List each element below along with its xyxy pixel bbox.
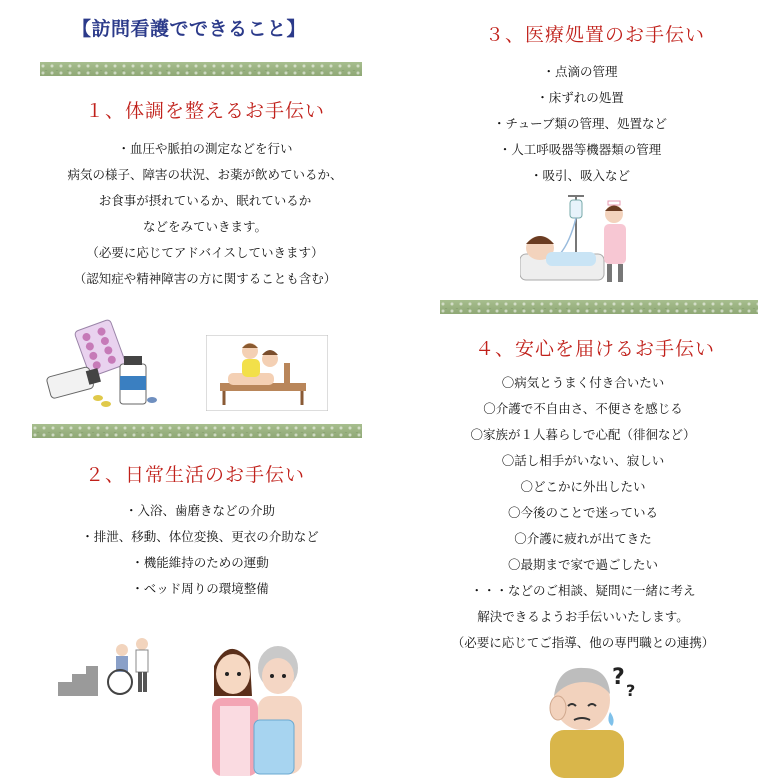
question-mark: ? xyxy=(626,681,636,700)
medicine-icon xyxy=(40,318,160,413)
divider-band-2 xyxy=(32,424,362,438)
section-2-line: ・入浴、歯磨きなどの介助 xyxy=(124,503,275,518)
section-2-line: ・排泄、移動、体位変換、更衣の介助など xyxy=(81,529,319,544)
section-1-title: １、体調を整えるお手伝い xyxy=(84,100,325,122)
question-mark: ? xyxy=(612,665,625,690)
section-2-title: ２、日常生活のお手伝い xyxy=(84,464,305,486)
section-4-line: （必要に応じてご指導、他の専門職との連携） xyxy=(451,635,715,650)
section-3-line: ・チューブ類の管理、処置など xyxy=(492,116,667,131)
section-3-line: ・吸引、吸入など xyxy=(529,168,630,183)
section-3-line: ・床ずれの処置 xyxy=(536,90,624,105)
section-4-line: 〇介護で不自由さ、不便さを感じる xyxy=(483,401,683,416)
wheelchair-icon xyxy=(58,636,158,698)
section-1-line: ・血圧や脈拍の測定などを行い xyxy=(117,141,293,156)
section-3-line: ・点滴の管理 xyxy=(542,64,618,79)
bathing-assist-icon xyxy=(206,636,312,776)
iv-drip-icon xyxy=(520,192,632,284)
section-4-line: ・・・などのご相談、疑問に一緒に考え xyxy=(470,583,696,598)
section-4-line: 〇最期まで家で過ごしたい xyxy=(507,557,658,572)
section-1-line: （必要に応じてアドバイスしていきます） xyxy=(86,245,324,260)
rehab-bed-icon xyxy=(206,335,328,411)
section-1-lines xyxy=(10,136,400,292)
section-4-line: 〇病気とうまく付き合いたい xyxy=(501,375,665,390)
section-4-line: 〇家族が１人暮らしで心配（徘徊など） xyxy=(470,427,696,442)
section-3-line: ・人工呼吸器等機器類の管理 xyxy=(498,142,662,157)
section-4-lines xyxy=(388,370,775,656)
section-4-title: ４、安心を届けるお手伝い xyxy=(474,338,715,360)
divider-band-3 xyxy=(440,300,758,314)
section-3-title: ３、医療処置のお手伝い xyxy=(484,24,705,46)
section-1-line: 病気の様子、障害の状況、お薬が飲めているか、 xyxy=(67,167,343,182)
section-4-line: 〇今後のことで迷っている xyxy=(507,505,658,520)
divider-band-1 xyxy=(40,62,362,76)
worried-elder-icon xyxy=(540,660,640,778)
section-2-line: ・機能維持のための運動 xyxy=(131,555,269,570)
section-1-line: などをみていきます。 xyxy=(142,219,267,234)
section-4-line: 〇どこかに外出したい xyxy=(520,479,646,494)
section-1-line: （認知症や精神障害の方に関することも含む） xyxy=(73,271,337,286)
section-2-lines xyxy=(5,498,395,602)
section-2-line: ・ベッド周りの環境整備 xyxy=(131,581,269,596)
section-4-line: 解決できるようお手伝いいたします。 xyxy=(477,609,689,624)
section-4-line: 〇介護に疲れが出てきた xyxy=(514,531,652,546)
section-4-line: 〇話し相手がいない、寂しい xyxy=(501,453,665,468)
section-3-lines xyxy=(385,59,775,189)
page-title: 【訪問看護でできること】 xyxy=(72,18,307,40)
section-1-line: お食事が摂れているか、眠れているか xyxy=(98,193,312,208)
